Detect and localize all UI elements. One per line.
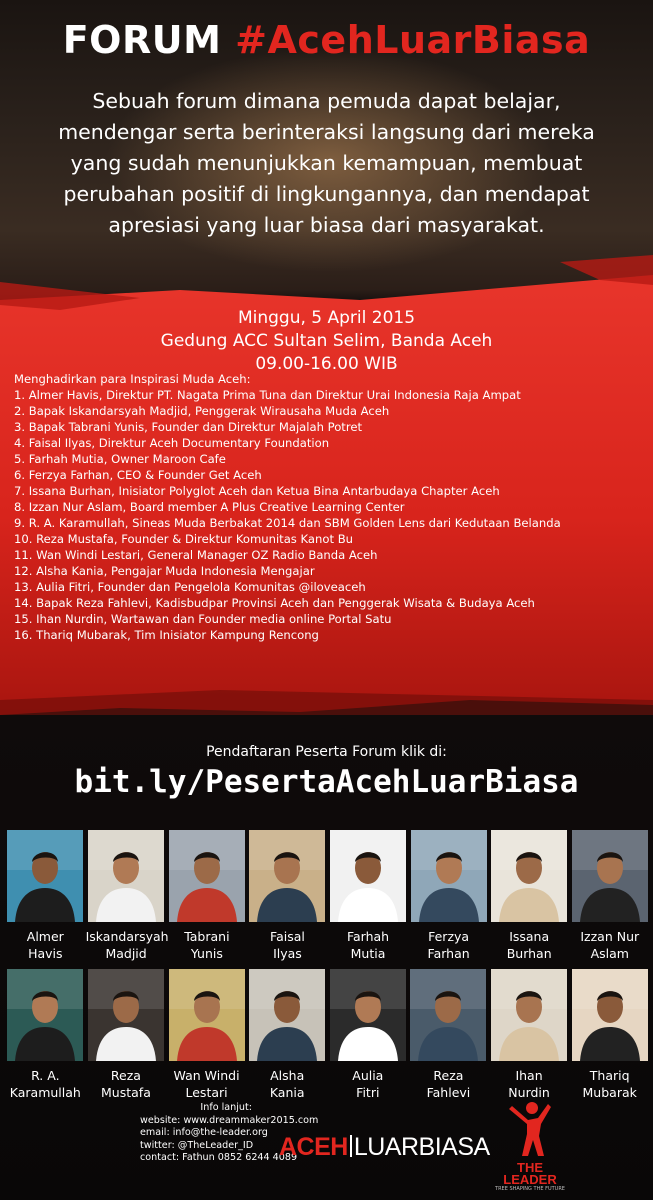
speaker-list-header: Menghadirkan para Inspirasi Muda Aceh: (14, 372, 251, 386)
person-card (247, 969, 328, 1101)
speaker-list (14, 371, 644, 643)
person-name-line-2: Yunis (190, 946, 223, 961)
speaker-item: 3. Bapak Tabrani Yunis, Founder dan Direktur Majalah Potret (14, 420, 363, 434)
event-venue: Gedung ACC Sultan Selim, Banda Aceh (160, 331, 493, 351)
the-leader-logo (490, 1100, 570, 1190)
person-name-line-2: Farhan (427, 946, 470, 961)
speaker-item: 6. Ferzya Farhan, CEO & Founder Get Aceh (14, 468, 262, 482)
person-card (166, 969, 247, 1101)
logo-aceh-text: ACEH (279, 1133, 348, 1161)
person-card (408, 969, 489, 1101)
poster-title (0, 18, 653, 62)
person-name (408, 1067, 489, 1101)
person-name (247, 1067, 328, 1101)
person-name-line-2: Kania (269, 1085, 305, 1100)
person-card (328, 830, 409, 962)
person-name-line-2: Nurdin (508, 1085, 550, 1100)
person-card (489, 830, 570, 962)
logo-divider (350, 1135, 352, 1157)
person-name (408, 928, 489, 962)
person-name-line-1: Iskandarsyah (85, 929, 169, 944)
person-name-line-2: Mubarak (582, 1085, 637, 1100)
logo-luarbiasa-text: LUARBIASA (353, 1133, 490, 1161)
speaker-item: 2. Bapak Iskandarsyah Madjid, Penggerak Wirausaha Muda Aceh (14, 404, 390, 418)
person-card (86, 830, 167, 962)
person-name-line-1: Thariq (589, 1068, 630, 1083)
person-card (247, 830, 328, 962)
person-name (166, 1067, 247, 1101)
person-card (167, 830, 248, 962)
person-name-line-1: Izzan Nur (580, 929, 640, 944)
person-name-line-1: Faisal (270, 929, 305, 944)
speaker-item: 14. Bapak Reza Fahlevi, Kadisbudpar Provinsi Aceh dan Penggerak Wisata & Budaya Aceh (14, 596, 535, 610)
person-photo (7, 969, 83, 1061)
person-photo (88, 969, 164, 1061)
registration-label: Pendaftaran Peserta Forum klik di: (206, 744, 447, 760)
registration-link[interactable]: bit.ly/PesertaAcehLuarBiasa (74, 764, 579, 800)
person-name-line-2: Mutia (350, 946, 386, 961)
person-name (5, 1067, 86, 1101)
speaker-item: 16. Thariq Mubarak, Tim Inisiator Kampung Rencong (14, 628, 319, 642)
people-row-2 (5, 969, 650, 1101)
person-name-line-2: Ilyas (273, 946, 302, 961)
speaker-item: 8. Izzan Nur Aslam, Board member A Plus Creative Learning Center (14, 500, 405, 514)
person-photo (330, 969, 406, 1061)
person-photo (330, 830, 406, 922)
person-name (86, 928, 167, 962)
person-name-line-2: Mustafa (101, 1085, 151, 1100)
person-photo (410, 969, 486, 1061)
person-name-line-2: Aslam (590, 946, 629, 961)
person-card (569, 830, 650, 962)
speaker-item: 15. Ihan Nurdin, Wartawan dan Founder media online Portal Satu (14, 612, 392, 626)
person-photo (249, 830, 325, 922)
person-card (489, 969, 570, 1101)
event-time: 09.00-16.00 WIB (255, 354, 398, 374)
person-name-line-1: Alsha (270, 1068, 305, 1083)
person-name-line-2: Fahlevi (426, 1085, 471, 1100)
speaker-item: 5. Farhah Mutia, Owner Maroon Cafe (14, 452, 226, 466)
person-name-line-2: Madjid (105, 946, 147, 961)
person-name-line-1: Ihan (515, 1068, 543, 1083)
info-heading: Info lanjut: (200, 1102, 252, 1113)
person-name-line-2: Havis (28, 946, 63, 961)
leader-wordmark (490, 1162, 570, 1186)
person-photo (491, 969, 567, 1061)
leader-figure-icon (508, 1100, 552, 1158)
person-name-line-2: Karamullah (9, 1085, 81, 1100)
info-contact: contact: Fathun 0852 6244 4089 (140, 1152, 298, 1163)
person-name-line-1: Almer (26, 929, 64, 944)
person-card (408, 830, 489, 962)
leader-line-1: THE (517, 1160, 543, 1175)
aceh-luar-biasa-logo (279, 1131, 490, 1163)
intro-paragraph: Sebuah forum dimana pemuda dapat belajar, mendengar serta berinteraksi langsung dari mereka yang sudah menunjukkan kemampuan, membuat perubahan positif di lingkungannya, dan mendapat apresiasi yang luar biasa dari masyarakat. (58, 89, 595, 237)
person-card (569, 969, 650, 1101)
people-row-1 (5, 830, 650, 962)
person-name (569, 928, 650, 962)
person-name-line-1: Tabrani (184, 929, 230, 944)
person-name (489, 928, 570, 962)
person-card (328, 969, 409, 1101)
person-name (167, 928, 248, 962)
speaker-item: 13. Aulia Fitri, Founder dan Pengelola Komunitas @iloveaceh (14, 580, 366, 594)
person-name (328, 928, 409, 962)
person-name-line-1: Issana (509, 929, 550, 944)
event-details (0, 307, 653, 376)
person-photo (491, 830, 567, 922)
person-name-line-2: Lestari (185, 1085, 228, 1100)
person-name (328, 1067, 409, 1101)
person-photo (169, 969, 245, 1061)
person-name-line-1: R. A. (31, 1068, 60, 1083)
person-name-line-2: Burhan (506, 946, 552, 961)
person-name (489, 1067, 570, 1101)
person-photo (572, 969, 648, 1061)
info-twitter[interactable]: twitter: @TheLeader_ID (140, 1139, 254, 1151)
person-name-line-1: Farhah (346, 929, 390, 944)
person-photo (7, 830, 83, 922)
person-photo (411, 830, 487, 922)
person-card (5, 830, 86, 962)
event-date: Minggu, 5 April 2015 (237, 308, 416, 328)
title-hashtag: #AcehLuarBiasa (235, 18, 591, 62)
leader-tagline: TREE SHAPING THE FUTURE (495, 1186, 565, 1192)
speaker-item: 11. Wan Windi Lestari, General Manager OZ Radio Banda Aceh (14, 548, 378, 562)
person-name-line-1: Ferzya (428, 929, 470, 944)
person-name-line-2: Fitri (356, 1085, 380, 1100)
info-email[interactable]: email: info@the-leader.org (140, 1127, 268, 1138)
person-photo (88, 830, 164, 922)
person-name-line-1: Wan Windi (173, 1068, 240, 1083)
person-card (86, 969, 167, 1101)
person-card (5, 969, 86, 1101)
person-name (569, 1067, 650, 1101)
person-name-line-1: Aulia (352, 1068, 384, 1083)
speaker-item: 4. Faisal Ilyas, Direktur Aceh Documentary Foundation (14, 436, 330, 450)
person-name (86, 1067, 167, 1101)
person-photo (572, 830, 648, 922)
title-forum: FORUM (62, 18, 222, 62)
person-name (5, 928, 86, 962)
leader-line-2: LEADER (503, 1172, 557, 1187)
speaker-item: 1. Almer Havis, Direktur PT. Nagata Prima Tuna dan Direktur Urai Indonesia Raja Ampat (14, 388, 521, 402)
person-photo (249, 969, 325, 1061)
person-photo (169, 830, 245, 922)
person-name (247, 928, 328, 962)
speaker-item: 9. R. A. Karamullah, Sineas Muda Berbakat 2014 dan SBM Golden Lens dari Kedutaan Belanda (14, 516, 561, 530)
speaker-item: 10. Reza Mustafa, Founder & Direktur Komunitas Kanot Bu (14, 532, 354, 546)
speaker-item: 7. Issana Burhan, Inisiator Polyglot Aceh dan Ketua Bina Antarbudaya Chapter Aceh (14, 484, 500, 498)
info-website[interactable]: website: www.dreammaker2015.com (140, 1114, 319, 1126)
person-name-line-1: Reza (110, 1068, 141, 1083)
person-name-line-1: Reza (433, 1068, 464, 1083)
speaker-item: 12. Alsha Kania, Pengajar Muda Indonesia Mengajar (14, 564, 315, 578)
